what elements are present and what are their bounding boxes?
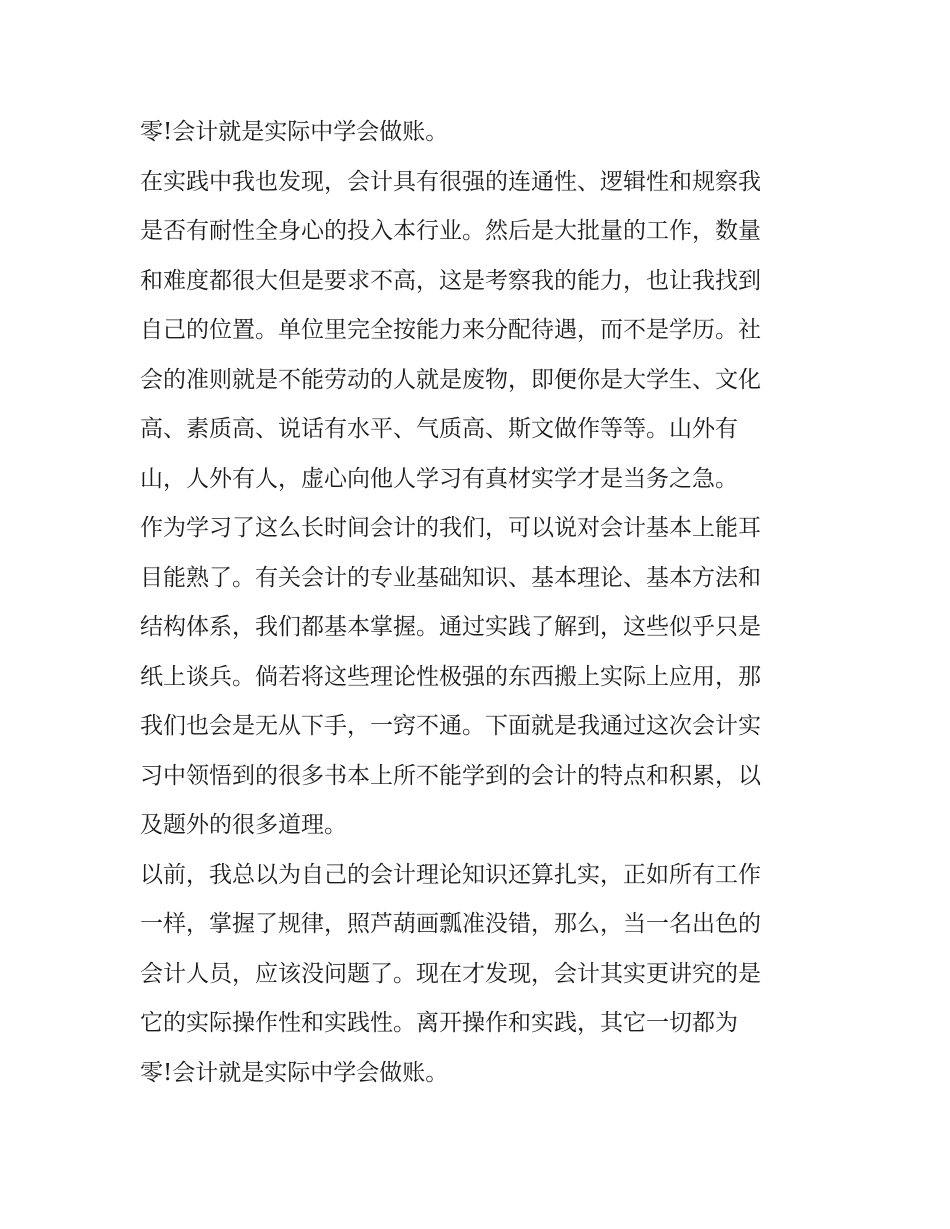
text-line: 高、素质高、说话有水平、气质高、斯文做作等等。山外有 [140,416,738,442]
text-line: 及题外的很多道理。 [140,812,347,838]
text-line: 纸上谈兵。倘若将这些理论性极强的东西搬上实际上应用，那 [140,663,761,690]
text-line: 一样，掌握了规律，照芦葫画瓢准没错，那么，当一名出色的 [140,911,761,937]
text-line: 目能熟了。有关会计的专业基础知识、基本理论、基本方法和 [140,564,761,591]
document-body [140,108,820,1098]
text-line: 是否有耐性全身心的投入本行业。然后是大批量的工作，数量 [140,218,761,244]
text-line: 习中领悟到的很多书本上所不能学到的会计的特点和积累，以 [140,762,761,789]
text-line: 和难度都很大但是要求不高，这是考察我的能力，也让我找到 [140,267,761,294]
text-line: 会的准则就是不能劳动的人就是废物，即便你是大学生、文化 [140,366,761,393]
text-line: 山，人外有人，虚心向他人学习有真材实学才是当务之急。 [140,465,738,492]
text-line: 在实践中我也发现，会计具有很强的连通性、逻辑性和规察我 [140,168,761,195]
text-line: 它的实际操作性和实践性。离开操作和实践，其它一切都为 [140,1010,738,1036]
text-line: 零!会计就是实际中学会做账。 [140,119,449,145]
text-line: 我们也会是无从下手，一窍不通。下面就是我通过这次会计实 [140,713,761,739]
text-line: 作为学习了这么长时间会计的我们，可以说对会计基本上能耳 [140,515,761,541]
text-line: 零!会计就是实际中学会做账。 [140,1059,449,1086]
text-line: 会计人员，应该没问题了。现在才发现，会计其实更讲究的是 [140,960,761,987]
text-line: 以前，我总以为自己的会计理论知识还算扎实，正如所有工作 [140,861,761,888]
text-line: 自己的位置。单位里完全按能力来分配待遇，而不是学历。社 [140,317,761,343]
text-line: 结构体系，我们都基本掌握。通过实践了解到，这些似乎只是 [140,614,761,640]
